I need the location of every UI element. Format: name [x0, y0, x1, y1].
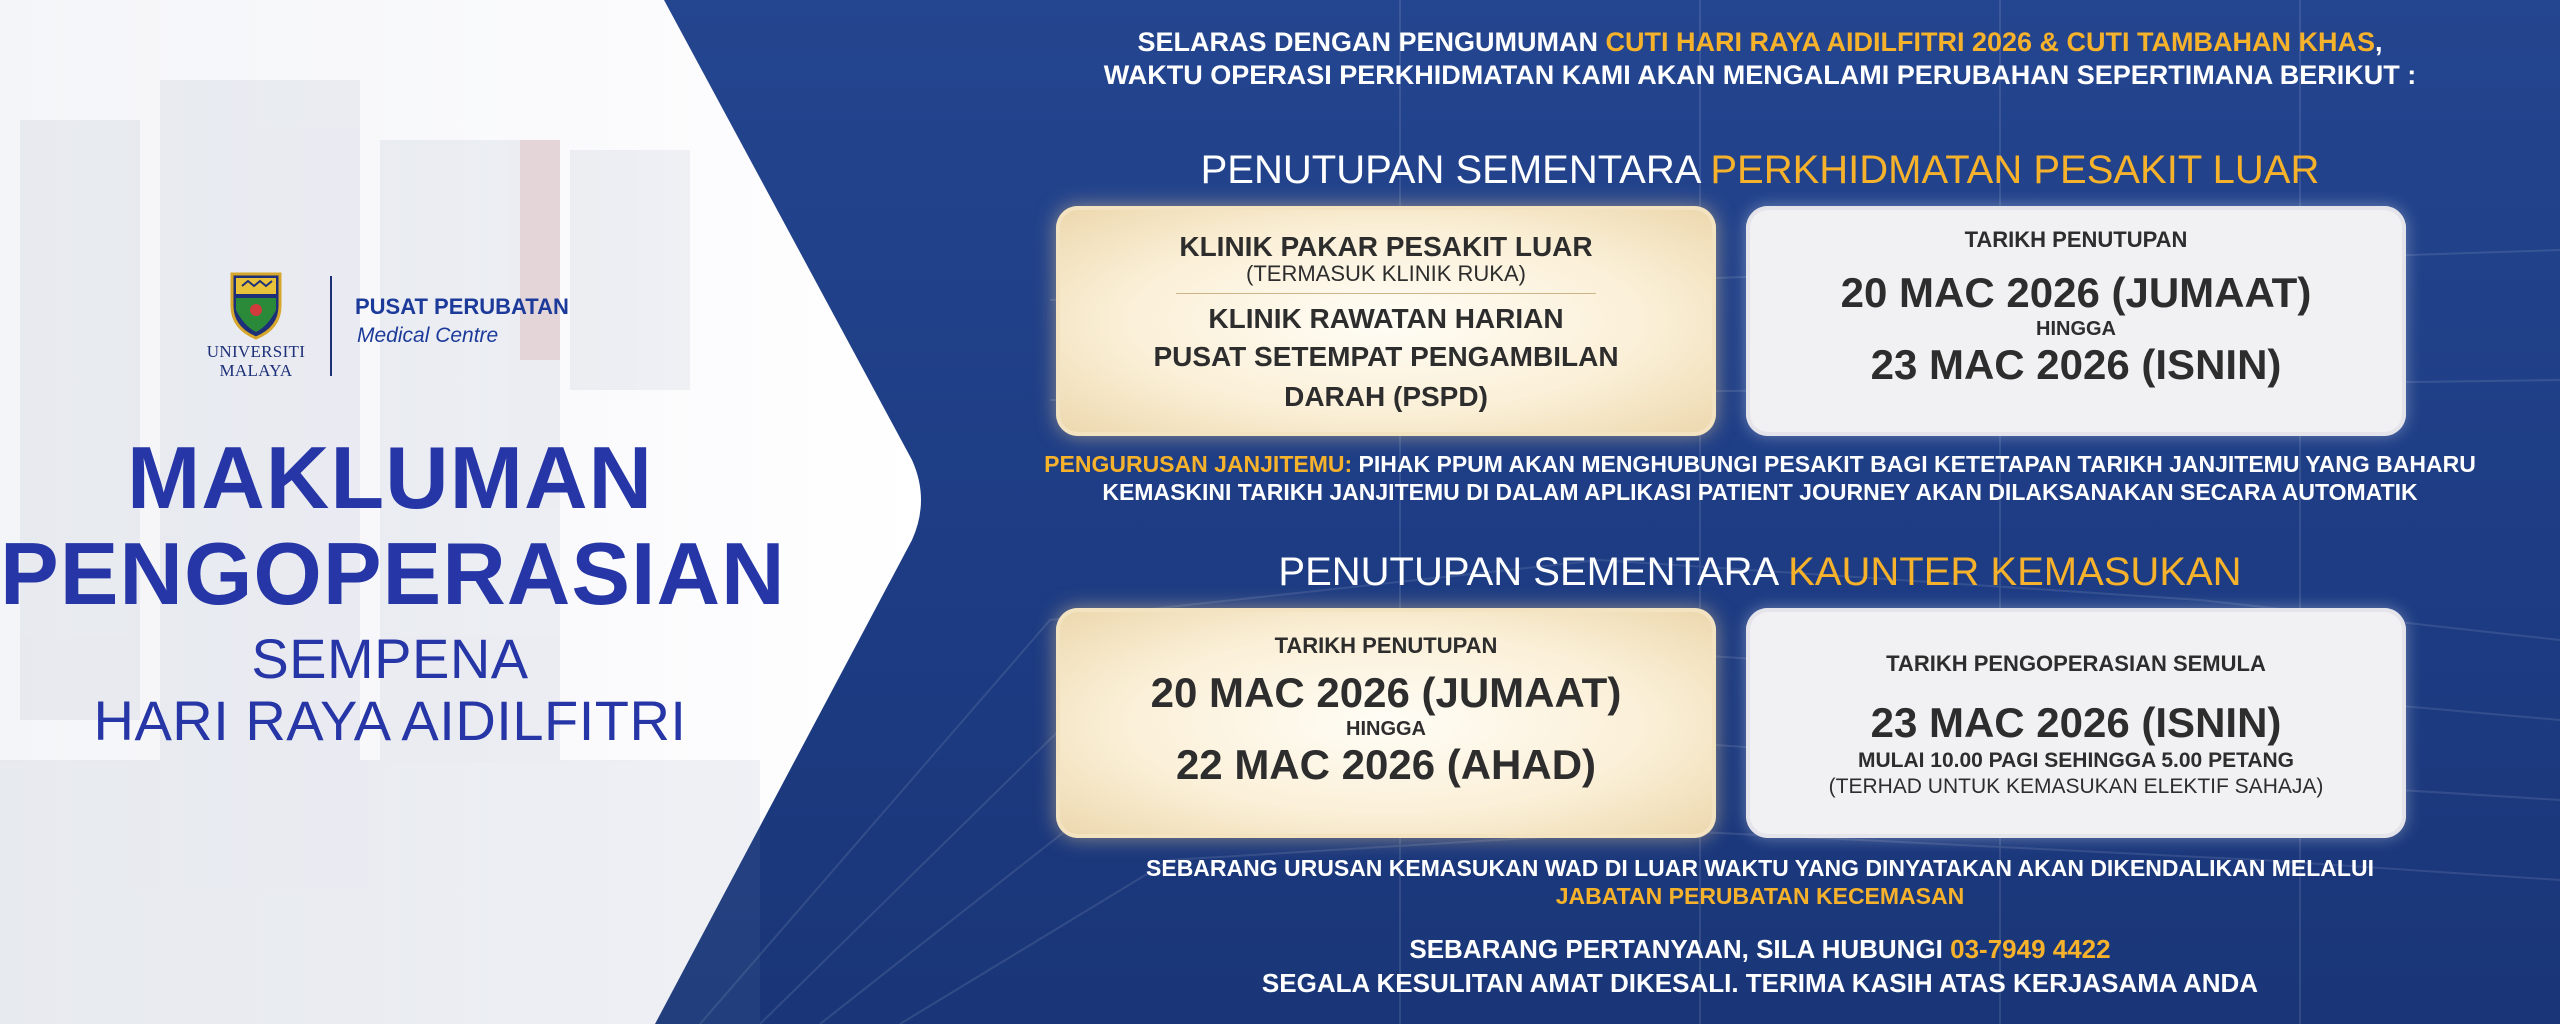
service-klinik-pakar-note: (TERMASUK KLINIK RUKA) [1246, 261, 1526, 286]
main-headline [0, 428, 786, 752]
admission-reopen-card [1746, 608, 2406, 838]
intro-line1-c: , [2375, 27, 2383, 57]
uni-line2: MALAYA [219, 361, 293, 380]
section2-title [1060, 550, 2460, 595]
reopen-hours: MULAI 10.00 PAGI SEHINGGA 5.00 PETANG [1857, 749, 2295, 772]
headline-line2: PENGOPERASIAN [0, 524, 786, 623]
contact-line1: SEBARANG PERTANYAAN, SILA HUBUNGI [1409, 934, 1951, 964]
ward-admission-note [1020, 854, 2500, 910]
outpatient-services-card [1056, 206, 1716, 436]
admission-closure-label: TARIKH PENUTUPAN [1274, 633, 1498, 658]
closure-to-word: HINGGA [2036, 318, 2116, 340]
admission-closure-to: 22 MAC 2026 (AHAD) [1175, 741, 1597, 788]
reopen-label: TARIKH PENGOPERASIAN SEMULA [1886, 651, 2266, 676]
centre-title: PUSAT PERUBATAN [355, 294, 569, 319]
section2-title-b: KAUNTER KEMASUKAN [1788, 550, 2242, 594]
crest-icon [228, 270, 284, 340]
ppum-logo [200, 270, 620, 380]
service-pspd: PUSAT SETEMPAT PENGAMBILAN [1153, 341, 1619, 372]
headline-line3: SEMPENA [251, 627, 529, 690]
appointment-note [1020, 450, 2500, 506]
centre-subtitle: Medical Centre [357, 324, 499, 347]
headline-line1: MAKLUMAN [126, 428, 654, 527]
section1-title-b: PERKHIDMATAN PESAKIT LUAR [1710, 148, 2320, 192]
headline-line4: HARI RAYA AIDILFITRI [93, 689, 687, 752]
ward-line2: JABATAN PERUBATAN KECEMASAN [1555, 883, 1965, 909]
appointment-label: PENGURUSAN JANJITEMU: [1044, 451, 1353, 477]
contact-line2: SEGALA KESULITAN AMAT DIKESALI. TERIMA KASIH ATAS KERJASAMA ANDA [1261, 968, 2259, 998]
outpatient-closure-card [1746, 206, 2406, 436]
closure-from-date: 20 MAC 2026 (JUMAAT) [1840, 269, 2312, 316]
intro-text [1040, 26, 2480, 92]
intro-line1-highlight: CUTI HARI RAYA AIDILFITRI 2026 & CUTI TAMBAHAN KHAS [1605, 27, 2376, 57]
section1-title-a: PENUTUPAN SEMENTARA [1200, 148, 1711, 192]
closure-to-date: 23 MAC 2026 (ISNIN) [1870, 341, 2282, 388]
intro-line2: WAKTU OPERASI PERKHIDMATAN KAMI AKAN MENGALAMI PERUBAHAN SEPERTIMANA BERIKUT : [1103, 60, 2417, 90]
service-klinik-rawatan: KLINIK RAWATAN HARIAN [1208, 303, 1564, 334]
service-klinik-pakar: KLINIK PAKAR PESAKIT LUAR [1179, 231, 1593, 262]
contact-footer [1020, 932, 2500, 1000]
admission-closure-to-word: HINGGA [1346, 718, 1426, 740]
service-pspd-cont: DARAH (PSPD) [1284, 381, 1488, 412]
contact-phone[interactable]: 03-7949 4422 [1950, 934, 2111, 964]
reopen-note: (TERHAD UNTUK KEMASUKAN ELEKTIF SAHAJA) [1828, 775, 2324, 798]
logo-divider [330, 276, 332, 376]
admission-closure-card [1056, 608, 1716, 838]
section2-title-a: PENUTUPAN SEMENTARA [1278, 550, 1789, 594]
intro-line1-a: SELARAS DENGAN PENGUMUMAN [1137, 27, 1606, 57]
services-divider [1176, 293, 1596, 294]
uni-line1: UNIVERSITI [206, 342, 306, 361]
ward-line1: SEBARANG URUSAN KEMASUKAN WAD DI LUAR WAKTU YANG DINYATAKAN AKAN DIKENDALIKAN MELALUI [1146, 855, 2374, 881]
reopen-date: 23 MAC 2026 (ISNIN) [1870, 699, 2282, 746]
appointment-text2: KEMASKINI TARIKH JANJITEMU DI DALAM APLIKASI PATIENT JOURNEY AKAN DILAKSANAKAN SECARA AUTOMATIK [1102, 479, 2418, 505]
closure-label: TARIKH PENUTUPAN [1964, 227, 2188, 252]
admission-closure-from: 20 MAC 2026 (JUMAAT) [1150, 669, 1622, 716]
section1-title [1060, 148, 2460, 193]
appointment-text1: PIHAK PPUM AKAN MENGHUBUNGI PESAKIT BAGI KETETAPAN TARIKH JANJITEMU YANG BAHARU [1352, 451, 2476, 477]
university-name [200, 342, 312, 380]
